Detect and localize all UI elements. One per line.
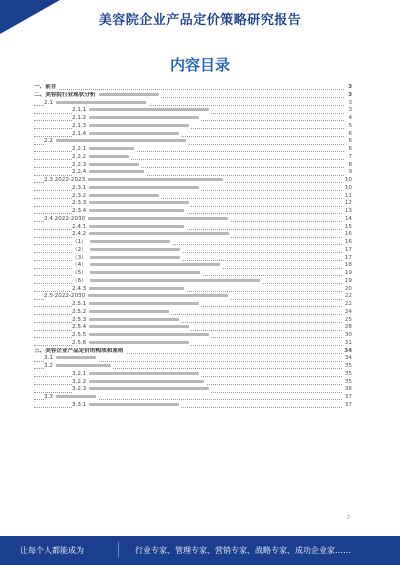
toc-entry[interactable]	[34, 185, 352, 193]
toc-entry-page: 15	[344, 223, 352, 230]
toc-entry[interactable]	[34, 301, 352, 309]
toc-entry-label: 2.2.3	[72, 162, 141, 170]
toc-leader-dots	[34, 89, 344, 90]
toc-entry[interactable]	[34, 394, 352, 402]
toc-entry-label: 2.2	[44, 138, 188, 146]
toc-entry-label: 2.4 2022-2030	[44, 216, 230, 224]
toc-entry-text-placeholder	[89, 132, 179, 135]
toc-entry[interactable]	[34, 123, 352, 131]
toc-entry-page: 8	[348, 161, 352, 168]
toc-entry-label: 2.3.1	[72, 185, 201, 193]
toc-entry-label: 2.2.1	[72, 146, 136, 154]
toc-entry-text-placeholder	[90, 256, 180, 259]
toc-entry[interactable]	[34, 278, 352, 286]
toc-entry-label: 3.2.2	[72, 379, 206, 387]
toc-entry-label: 三、美容企业产品定价的构成和原则	[34, 347, 124, 354]
toc-entry[interactable]	[34, 286, 352, 294]
toc-entry[interactable]	[34, 154, 352, 162]
toc-entry-label: 2.1.2	[72, 115, 201, 123]
toc-entry-text-placeholder	[89, 310, 169, 313]
toc-entry-page: 24	[344, 308, 352, 315]
toc-entry-page: 22	[344, 293, 352, 300]
toc-entry-label: 2.4.1	[72, 224, 186, 232]
toc-entry-page: 12	[344, 200, 352, 207]
toc-entry-text-placeholder	[56, 395, 96, 398]
toc-entry-page: 11	[344, 192, 352, 199]
toc-entry[interactable]	[34, 115, 352, 123]
toc-entry[interactable]	[34, 146, 352, 154]
toc-entry-text-placeholder	[89, 380, 204, 383]
toc-entry-text-placeholder	[89, 194, 159, 197]
toc-entry-page: 20	[344, 285, 352, 292]
toc-entry-text-placeholder	[88, 294, 228, 297]
toc-entry[interactable]	[34, 363, 352, 371]
toc-entry-text-placeholder	[88, 178, 223, 181]
toc-entry[interactable]	[34, 200, 352, 208]
toc-entry-label: 3.1	[44, 355, 98, 363]
toc-entry-page: 3	[348, 84, 352, 90]
footer-slogan: 让每个人都能成为	[20, 546, 84, 555]
toc-entry-page: 10	[344, 177, 352, 183]
toc-entry-text-placeholder	[90, 248, 180, 251]
toc-entry[interactable]	[34, 332, 352, 340]
toc-entry-text-placeholder	[88, 217, 228, 220]
toc-entry-label: 2.1.3	[72, 123, 191, 131]
toc-entry-label: （2）	[72, 247, 182, 255]
toc-entry-label: 2.2.4	[72, 169, 146, 177]
toc-entry-page: 7	[348, 153, 352, 160]
toc-entry[interactable]	[34, 317, 352, 325]
toc-entry-page: 36	[344, 386, 352, 393]
toc-entry-label: 2.3.2	[72, 193, 161, 201]
toc-entry[interactable]	[34, 402, 352, 410]
toc-entry-label: 2.5.4	[72, 324, 191, 332]
table-of-contents	[34, 84, 352, 410]
toc-entry[interactable]	[34, 162, 352, 170]
toc-entry-text-placeholder	[89, 108, 209, 111]
toc-entry-label: 2.5.5	[72, 332, 211, 340]
toc-entry[interactable]	[34, 208, 352, 216]
toc-entry-page: 13	[344, 208, 352, 214]
toc-entry-label: 3.2.1	[72, 371, 201, 379]
toc-entry-label: 3.2	[44, 363, 113, 371]
toc-entry[interactable]	[34, 262, 352, 270]
report-header	[0, 0, 400, 34]
toc-entry-text-placeholder	[90, 263, 220, 266]
toc-entry-label: 2.4.2	[72, 231, 231, 239]
footer-divider	[118, 542, 119, 558]
toc-entry-page: 14	[344, 215, 352, 222]
toc-entry-page: 5	[348, 122, 352, 129]
toc-entry[interactable]	[34, 255, 352, 263]
toc-entry-page: 37	[344, 394, 352, 400]
toc-entry[interactable]	[34, 177, 352, 185]
toc-entry[interactable]	[34, 293, 352, 301]
toc-entry-label: 2.5.3	[72, 317, 181, 325]
toc-entry-label: 2.3.4	[72, 208, 186, 216]
toc-entry-text-placeholder	[89, 372, 199, 375]
toc-entry-page: 3	[348, 107, 352, 114]
toc-entry[interactable]	[34, 270, 352, 278]
toc-entry-text-placeholder	[89, 116, 199, 119]
toc-entry[interactable]	[34, 231, 352, 239]
toc-title: 内容目录	[169, 56, 230, 74]
toc-entry-label: （5）	[72, 270, 202, 278]
toc-entry-text-placeholder	[89, 333, 209, 336]
toc-entry-page: 25	[344, 316, 352, 323]
toc-entry[interactable]	[34, 216, 352, 224]
toc-entry[interactable]	[34, 348, 352, 356]
toc-entry-page: 35	[344, 378, 352, 385]
toc-entry-label: （6）	[72, 278, 262, 286]
toc-entry-page: 4	[348, 115, 352, 121]
toc-entry-page: 31	[344, 339, 352, 346]
toc-entry-page: 16	[344, 239, 352, 245]
toc-entry-label: 2.5.6	[72, 340, 191, 348]
toc-entry-label: 3.2.3	[72, 386, 211, 394]
toc-entry[interactable]	[34, 92, 352, 100]
toc-entry-label: 2.5 2022-2030	[44, 293, 230, 301]
footer-banner	[0, 536, 400, 565]
toc-entry[interactable]	[34, 247, 352, 255]
toc-entry-text-placeholder	[89, 163, 139, 166]
toc-entry[interactable]	[34, 100, 352, 108]
toc-entry-page: 19	[344, 270, 352, 276]
toc-entry-page: 6	[348, 146, 352, 152]
toc-entry[interactable]	[34, 193, 352, 201]
toc-entry-label: 2.2.2	[72, 154, 131, 162]
toc-entry-text-placeholder	[89, 225, 184, 228]
toc-entry[interactable]	[34, 355, 352, 363]
toc-entry-page: 3	[348, 99, 352, 106]
toc-entry-label: （1）	[72, 239, 172, 247]
toc-entry-text-placeholder	[89, 287, 184, 290]
toc-entry-text-placeholder	[89, 403, 179, 406]
toc-entry-text-placeholder	[90, 240, 170, 243]
toc-entry[interactable]	[34, 379, 352, 387]
toc-entry-text-placeholder	[89, 302, 199, 305]
toc-entry-page: 30	[344, 332, 352, 338]
toc-entry-label: 2.5.2	[72, 309, 171, 317]
toc-entry-page: 6	[348, 138, 352, 145]
toc-entry-page: 34	[344, 347, 352, 354]
toc-entry[interactable]	[34, 169, 352, 177]
toc-entry-page: 35	[344, 370, 352, 377]
toc-entry-label: 2.3.3	[72, 200, 191, 208]
toc-entry-text-placeholder	[90, 279, 260, 282]
toc-entry-text-placeholder	[56, 364, 111, 367]
toc-entry-text-placeholder	[89, 209, 184, 212]
toc-entry-text-placeholder	[56, 139, 186, 142]
toc-entry-label: 2.3 2022-2023	[44, 177, 225, 185]
toc-entry-text-placeholder	[56, 101, 146, 104]
toc-entry-label: （4）	[72, 262, 222, 270]
toc-entry[interactable]	[34, 371, 352, 379]
toc-entry[interactable]	[34, 309, 352, 317]
toc-entry-page: 34	[344, 355, 352, 362]
toc-entry-label: 一、前言	[34, 84, 57, 90]
toc-entry[interactable]	[34, 224, 352, 232]
toc-entry-page: 9	[348, 169, 352, 176]
toc-entry-page: 37	[344, 401, 352, 408]
toc-entry-text-placeholder	[89, 186, 199, 189]
toc-entry-text-placeholder	[89, 341, 189, 344]
toc-entry-page: 22	[344, 301, 352, 307]
toc-entry[interactable]	[34, 131, 352, 139]
toc-entry-label: 2.5.1	[72, 301, 201, 309]
toc-entry-page: 28	[344, 324, 352, 331]
toc-entry-page: 19	[344, 277, 352, 284]
toc-entry-text-placeholder	[89, 201, 189, 204]
toc-entry-label: 二、美容院行业现状分析	[34, 92, 161, 100]
toc-entry[interactable]	[34, 239, 352, 247]
toc-entry[interactable]	[34, 84, 352, 92]
toc-entry-label: 2.4.3	[72, 286, 186, 294]
toc-entry-label: 3.3.1	[72, 402, 181, 410]
toc-entry[interactable]	[34, 138, 352, 146]
toc-entry-text-placeholder	[89, 170, 144, 173]
toc-entry-text-placeholder	[89, 232, 229, 235]
toc-entry[interactable]	[34, 386, 352, 394]
toc-entry[interactable]	[34, 340, 352, 348]
toc-entry-page: 10	[344, 184, 352, 191]
toc-entry-label: （3）	[72, 255, 182, 263]
toc-entry-page: 17	[344, 246, 352, 253]
toc-entry-text-placeholder	[89, 325, 189, 328]
toc-entry-label: 2.1.1	[72, 107, 211, 115]
toc-entry-label: 2.1	[44, 100, 148, 108]
toc-entry-text-placeholder	[89, 155, 129, 158]
toc-entry-text-placeholder	[89, 318, 179, 321]
toc-entry-text-placeholder	[56, 356, 96, 359]
toc-entry-page: 17	[344, 254, 352, 261]
toc-entry-text-placeholder	[89, 147, 134, 150]
report-title: 美容院企业产品定价策略研究报告	[98, 13, 302, 28]
toc-entry-page: 35	[344, 363, 352, 369]
toc-entry-text-placeholder	[99, 93, 159, 96]
toc-entry-page: 6	[348, 130, 352, 137]
page-number: 2	[346, 515, 350, 521]
toc-entry-text-placeholder	[90, 271, 200, 274]
toc-entry-page: 18	[344, 262, 352, 269]
toc-entry[interactable]	[34, 324, 352, 332]
toc-entry-label: 3.3	[44, 394, 98, 402]
toc-entry-label: 2.1.4	[72, 131, 181, 139]
toc-entry-page: 16	[344, 231, 352, 238]
toc-entry-page: 3	[348, 91, 352, 98]
footer-tagline: 行业专家、管理专家、营销专家、战略专家、成功企业家……	[135, 546, 351, 555]
toc-entry[interactable]	[34, 107, 352, 115]
toc-entry-text-placeholder	[89, 124, 189, 127]
toc-entry-text-placeholder	[89, 387, 209, 390]
